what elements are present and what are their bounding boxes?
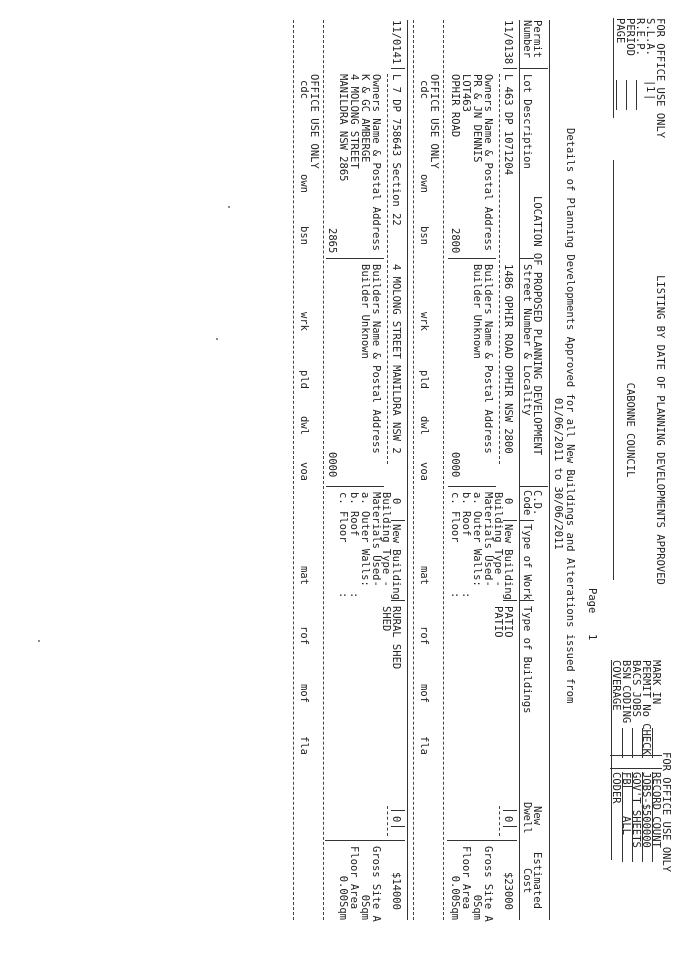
- record-2-gross-site-label: Gross Site A: [370, 846, 382, 922]
- record-2-street: 4 MOLONG STREET MANILDRA NSW 2: [390, 264, 402, 454]
- record-1-code-wrk: wrk: [418, 312, 430, 331]
- record-1-code-fla: fla: [418, 736, 430, 755]
- office-right-title: FOR OFFICE USE ONLY: [660, 752, 672, 873]
- record-1-building-type-value: PATIO: [492, 606, 504, 638]
- report-title: LISTING BY DATE OF PLANNING DEVELOPMENTS APPROVED: [654, 275, 666, 585]
- record-2-owners-label: Owners Name & Postal Address: [370, 74, 382, 252]
- scan-speck: [38, 640, 40, 642]
- office-coder: CODER: [610, 772, 622, 804]
- record-2-owner-line-1: K & GC AMBERGE: [359, 74, 371, 163]
- office-permit-check: PERMIT No CHECK: [640, 660, 652, 755]
- record-2-permit: 11/0141: [390, 20, 402, 65]
- office-left-sla-label: S.L.A.: [644, 18, 656, 56]
- record-1-owner-line-3: OPHIR ROAD: [449, 74, 461, 138]
- col-location-title: LOCATION OF PROPOSED PLANNING DEVELOPMENT: [531, 196, 543, 456]
- page-number: 1: [586, 634, 598, 641]
- record-1-code-mat: mat: [418, 566, 430, 585]
- record-2-office-use-title: OFFICE USE ONLY: [308, 74, 320, 169]
- record-2-code-dwl: dwl: [298, 416, 310, 435]
- col-street: Street Number & Locality: [521, 264, 533, 416]
- record-2-floor-area-value: 0.00Sqm: [337, 875, 349, 920]
- record-1-builder: Builder Unknown: [471, 264, 483, 359]
- record-1-permit: 11/0138: [502, 20, 514, 65]
- record-2-owner-line-2: 4 MOLONG STREET: [348, 74, 360, 169]
- record-1-type-buildings: PATIO: [502, 606, 514, 638]
- record-1-floor-area-label: Floor Area: [460, 846, 472, 910]
- record-1-code-own: own: [418, 174, 430, 193]
- record-2-code-bsn: bsn: [298, 226, 310, 245]
- record-1-office-use-title: OFFICE USE ONLY: [428, 74, 440, 169]
- council-name: CABONNE COUNCIL: [624, 382, 636, 478]
- record-1-code-dwl: dwl: [418, 416, 430, 435]
- record-1-builders-label: Builders Name & Postal Address: [482, 264, 494, 454]
- scan-speck: [228, 206, 230, 208]
- record-1-builder-postcode: 0000: [449, 452, 461, 478]
- record-1-code-cdc: cdc: [418, 80, 430, 99]
- record-1-cd: 0: [502, 498, 514, 505]
- record-2-postcode: 2865: [326, 228, 338, 254]
- record-2-code-own: own: [298, 174, 310, 193]
- record-1-type-work: New Building: [502, 524, 514, 600]
- office-jobs-500000: JOBS-$500000: [640, 772, 652, 848]
- record-1-owner-line-1: PR & JN DENNIS: [471, 74, 483, 163]
- record-1-postcode: 2800: [449, 228, 461, 254]
- col-estimated-1: Estimated: [531, 852, 543, 909]
- col-cd-1: C.D.: [531, 490, 543, 516]
- record-2-cd: 0: [390, 498, 402, 505]
- record-2-builder: Builder Unknown: [359, 264, 371, 359]
- col-lot: Lot Description: [521, 74, 533, 169]
- record-1-owner-line-2: LOT463: [460, 74, 472, 112]
- record-2-code-voa: voa: [298, 462, 310, 481]
- record-2-code-mof: mof: [298, 684, 310, 703]
- record-2-floor-area-label: Floor Area: [348, 846, 360, 910]
- record-1-gross-site-value: 0Sqm: [471, 894, 483, 920]
- record-2-gross-site-value: 0Sqm: [359, 894, 371, 920]
- record-1-owners-label: Owners Name & Postal Address: [482, 74, 494, 252]
- record-1-roof: b. Roof: [460, 492, 472, 537]
- col-permit-1: Permit: [531, 20, 543, 58]
- office-left-page-label: PAGE: [614, 18, 626, 44]
- record-1-gross-site-label: Gross Site A: [482, 846, 494, 922]
- record-2-building-type-label: Building Type -: [380, 492, 392, 587]
- page-label: Page: [586, 588, 598, 614]
- record-1-code-mof: mof: [418, 684, 430, 703]
- record-2-lot: L 7 DP 758643 Section 22: [390, 74, 402, 226]
- record-2-dwell: 0: [390, 816, 402, 823]
- office-left-rep-label: R.E.P.: [634, 18, 646, 56]
- col-type-buildings: Type of Buildings: [521, 606, 533, 714]
- record-2-building-type-value: SHED: [380, 606, 392, 632]
- record-2-code-mat: mat: [298, 566, 310, 585]
- office-fb: FB: [620, 772, 632, 785]
- office-left-title: FOR OFFICE USE ONLY: [654, 18, 666, 139]
- record-2-roof: b. Roof: [348, 492, 360, 537]
- record-1-outer-walls: a. Outer Walls:: [471, 492, 483, 587]
- document-page: FOR OFFICE USE ONLY S.L.A. | 1 | R.E.P. PERIOD PAGE LISTING BY DATE OF PLANNING DEVELOPMENTS APPROVED CABONNE COUNCIL Page 1 FOR OFFICE USE ONLY MARK IN RECORD COUNT PERMIT No CHECK JOBS-$500000 BACS JOBS GOV'T SHEETS BSN CODING FB ALL COVERAGE CODER Details of Planning Developments Approved for all New Buildings and Alterations issued from 01/06/2011 to 30/06/2011 Permit Number LOCATION OF PROPOSED PLANNING DEVELOPMENT Lot Description Street Number & Locality C.D. Code Type of Work Type of Buildings New Dwell Estimated Cost 11/0138 L 463 DP 1071204 1486 OPHIR ROAD OPHIR NSW 2800 0 New Building PATIO 0 $23000 Owners Name & Postal Address PR & JN DENNIS LOT463 OPHIR ROAD 2800 Builders Name & Postal Address Builder Unknown 0000 Building Type - PATIO Materials Used- a. Outer Walls: b. Roof c. Floor : : Gross Site A 0Sqm Floor Area 0.00Sqm OFFICE USE ONLY cdc own bsn wrk pld dwl voa mat rof mof fla 11/0141 L 7 DP 758643 Section 22 4 MOLONG STREET MANILDRA NSW 2 0 New Building RURAL SHED 0 $14000 Owners Name & Postal Address K & GC AMBERGE 4 MOLONG STREET MANILDRA NSW 2865 2865 Builders Name & Postal Address Builder Unknown 0000 Building Type - SHED Materials Used- a. Outer Walls: b. Roof c. Floor : : Gross Site A 0Sqm Floor Area 0.00Sqm OFFICE USE ONLY cdc own bsn wrk pld dwl voa mat rof mof fla: [0, 0, 676, 956]
- office-bsn-coding: BSN CODING: [620, 660, 632, 724]
- col-dwell-2: Dwell: [521, 802, 533, 834]
- details-line-2: 01/06/2011 to 30/06/2011: [552, 398, 564, 550]
- record-2-cost: $14000: [390, 872, 402, 910]
- record-2-builders-label: Builders Name & Postal Address: [370, 264, 382, 454]
- record-1-floor: c. Floor: [449, 492, 461, 543]
- record-2-code-pld: pld: [298, 370, 310, 389]
- record-2-owner-line-3: MANILDRA NSW 2865: [337, 74, 349, 182]
- record-1-code-pld: pld: [418, 370, 430, 389]
- record-2-floor: c. Floor: [337, 492, 349, 543]
- col-permit-2: Number: [521, 20, 533, 58]
- col-type-work: Type of Work: [521, 524, 533, 600]
- col-cost-2: Cost: [521, 868, 533, 894]
- office-record-count: RECORD COUNT: [650, 772, 662, 848]
- col-new-1: New: [531, 806, 543, 825]
- record-1-code-bsn: bsn: [418, 226, 430, 245]
- record-2-code-wrk: wrk: [298, 312, 310, 331]
- record-2-builder-postcode: 0000: [326, 452, 338, 478]
- scan-speck: [216, 338, 218, 340]
- office-left-sla-value: 1: [644, 86, 656, 93]
- record-2-type-work: New Building: [390, 524, 402, 600]
- record-2-code-cdc: cdc: [298, 80, 310, 99]
- record-1-code-rof: rof: [418, 626, 430, 645]
- record-2-code-rof: rof: [298, 626, 310, 645]
- record-1-street: 1486 OPHIR ROAD OPHIR NSW 2800: [502, 264, 514, 454]
- record-1-code-voa: voa: [418, 462, 430, 481]
- record-2-type-buildings: RURAL SHED: [390, 606, 402, 670]
- office-bacs-jobs: BACS JOBS: [630, 660, 642, 717]
- office-govt-sheets: GOV'T SHEETS: [630, 772, 642, 848]
- record-1-lot: L 463 DP 1071204: [502, 74, 514, 176]
- record-1-floor-area-value: 0.00Sqm: [449, 875, 461, 920]
- record-2-materials-label: Materials Used-: [370, 492, 382, 587]
- office-coverage: COVERAGE: [610, 660, 622, 711]
- record-1-dwell: 0: [502, 816, 514, 823]
- record-1-cost: $23000: [502, 872, 514, 910]
- record-2-outer-walls: a. Outer Walls:: [359, 492, 371, 587]
- office-all: ALL: [620, 816, 632, 835]
- office-left-period-label: PERIOD: [624, 18, 636, 56]
- record-1-materials-label: Materials Used-: [482, 492, 494, 587]
- col-cd-2: Code: [521, 490, 533, 516]
- details-line-1: Details of Planning Developments Approved for all New Buildings and Alterations issued from: [564, 128, 576, 704]
- record-2-code-fla: fla: [298, 736, 310, 755]
- record-1-building-type-label: Building Type -: [492, 492, 504, 587]
- office-mark-in: MARK IN: [650, 660, 662, 705]
